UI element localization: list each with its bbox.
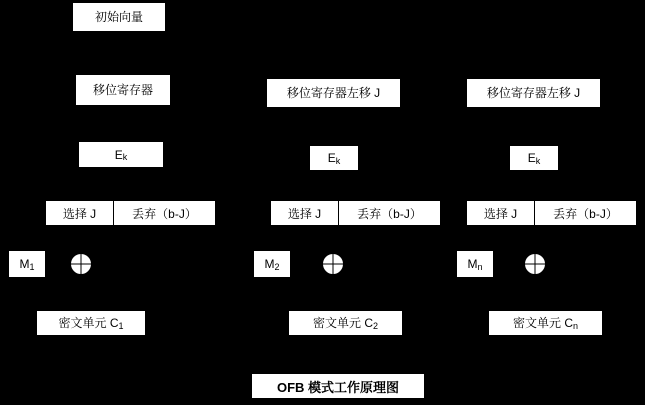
ciphertext-sub-3: n bbox=[573, 320, 579, 331]
shift-register-box-1 bbox=[75, 74, 171, 106]
select-cell-1 bbox=[46, 201, 114, 225]
plaintext-label-3: M bbox=[467, 257, 478, 271]
shift-register-label-3: 移位寄存器左移 J bbox=[486, 86, 581, 100]
select-label-3: 选择 J bbox=[483, 206, 518, 221]
xor-icon-3 bbox=[524, 253, 546, 275]
diagram-title-label: OFB 模式工作原理图 bbox=[276, 379, 400, 395]
select-discard-group-1 bbox=[45, 200, 216, 226]
ciphertext-sub-1: 1 bbox=[118, 320, 124, 331]
ciphertext-label-3: 密文单元 C bbox=[512, 316, 573, 330]
initial-vector-box bbox=[72, 2, 166, 32]
select-discard-group-2 bbox=[270, 200, 441, 226]
diagram-title bbox=[251, 373, 425, 399]
encrypt-box-1 bbox=[78, 141, 164, 168]
ciphertext-label-1: 密文单元 C bbox=[58, 316, 119, 330]
discard-label-2: 丢弃（b-J） bbox=[357, 206, 422, 221]
encrypt-label-1: E bbox=[114, 147, 123, 162]
encrypt-sub-3: k bbox=[535, 155, 541, 166]
plaintext-label-2: M bbox=[264, 257, 275, 271]
shift-register-label-2: 移位寄存器左移 J bbox=[286, 86, 381, 100]
encrypt-sub-2: k bbox=[335, 155, 341, 166]
select-label-1: 选择 J bbox=[62, 206, 97, 221]
plaintext-label-1: M bbox=[19, 257, 30, 271]
shift-register-box-3 bbox=[466, 78, 601, 108]
plaintext-sub-3: n bbox=[477, 261, 483, 272]
encrypt-box-3 bbox=[509, 145, 559, 171]
shift-register-label-1: 移位寄存器 bbox=[92, 83, 153, 97]
plaintext-box-3 bbox=[456, 250, 494, 278]
ciphertext-sub-2: 2 bbox=[373, 320, 379, 331]
select-discard-group-3 bbox=[466, 200, 637, 226]
xor-icon-1 bbox=[70, 253, 92, 275]
encrypt-label-3: E bbox=[527, 151, 536, 165]
discard-cell-1 bbox=[114, 201, 215, 225]
discard-cell-2 bbox=[339, 201, 440, 225]
plaintext-box-1 bbox=[8, 250, 46, 278]
discard-label-3: 丢弃（b-J） bbox=[553, 206, 618, 221]
plaintext-sub-2: 2 bbox=[274, 261, 280, 272]
discard-cell-3 bbox=[535, 201, 636, 225]
encrypt-box-2 bbox=[309, 145, 359, 171]
shift-register-box-2 bbox=[266, 78, 401, 108]
select-label-2: 选择 J bbox=[287, 206, 322, 221]
initial-vector-label: 初始向量 bbox=[94, 10, 143, 24]
select-cell-3 bbox=[467, 201, 535, 225]
ciphertext-label-2: 密文单元 C bbox=[312, 316, 373, 330]
ciphertext-box-3 bbox=[488, 310, 603, 336]
plaintext-sub-1: 1 bbox=[29, 261, 35, 272]
discard-label-1: 丢弃（b-J） bbox=[132, 206, 197, 221]
ciphertext-box-1 bbox=[36, 310, 146, 336]
plaintext-box-2 bbox=[253, 250, 291, 278]
encrypt-label-2: E bbox=[327, 151, 336, 165]
ciphertext-box-2 bbox=[288, 310, 403, 336]
xor-icon-2 bbox=[322, 253, 344, 275]
encrypt-sub-1: k bbox=[122, 152, 128, 162]
select-cell-2 bbox=[271, 201, 339, 225]
